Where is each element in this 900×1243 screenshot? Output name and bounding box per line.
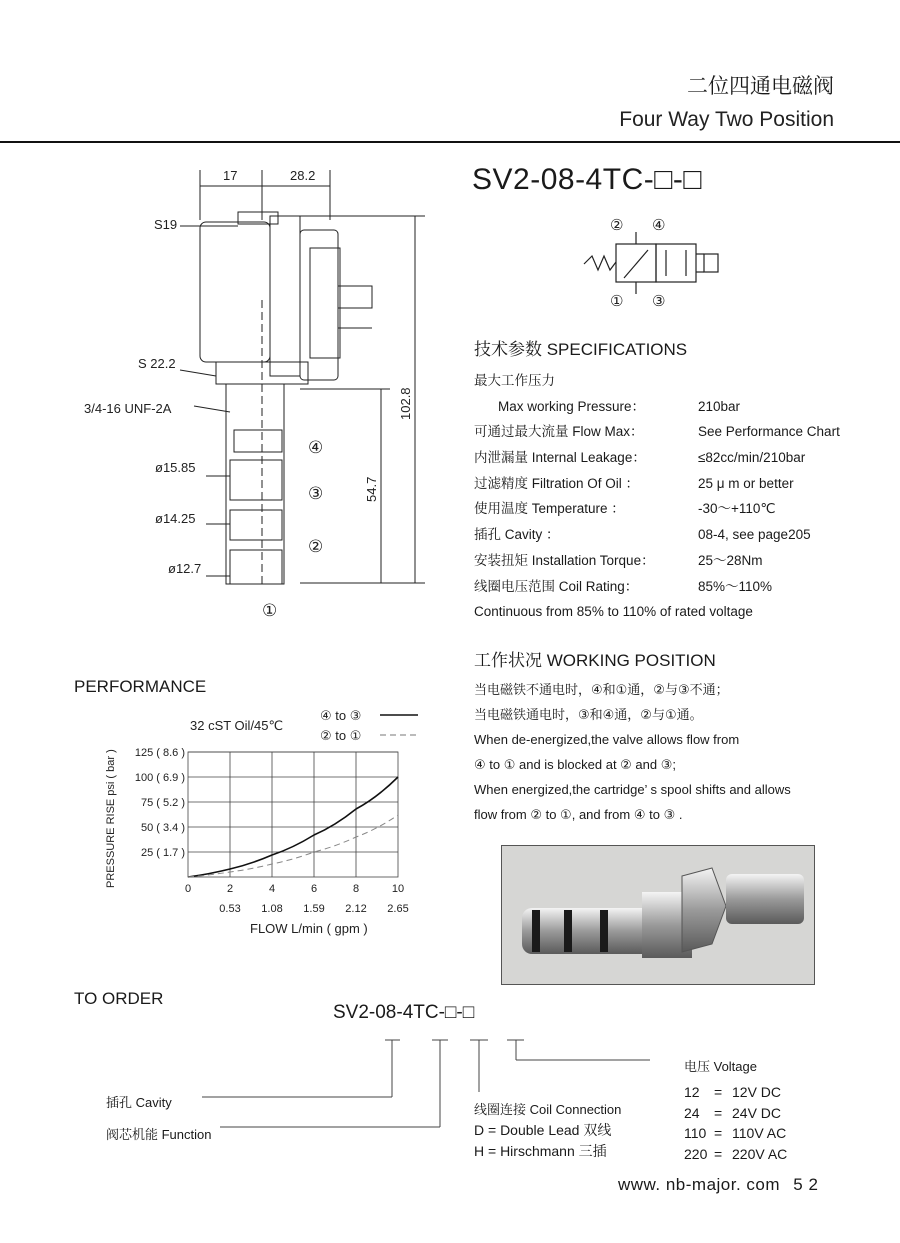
spring-icon <box>584 256 616 270</box>
header-divider <box>0 141 900 143</box>
x-tick-label-gpm: 1.59 <box>303 903 325 915</box>
solenoid-icon <box>704 254 718 272</box>
x-tick-label: 8 <box>352 883 360 895</box>
chart-xlabel: FLOW L/min ( gpm ) <box>250 921 368 936</box>
spec-row: 过滤精度 Filtration Of Oil ： 25 μ m or better <box>474 475 794 491</box>
specs-title: 技术参数 SPECIFICATIONS <box>474 340 688 359</box>
chart-oil-label: 32 cST Oil/45℃ <box>190 718 284 733</box>
y-tick-label: 125 ( 8.6 ) <box>134 747 185 759</box>
order-coil-title: 线圈连接 Coil Connection <box>474 1102 622 1117</box>
symbol-port-3: ③ <box>652 293 666 310</box>
spec-row: 安装扭矩 Installation Torque： 25～28Nm <box>474 552 763 568</box>
x-tick-label: 2 <box>226 883 234 895</box>
symbol-port-2: ② <box>610 217 624 234</box>
spec-row: 内泄漏量 Internal Leakage： ≤82cc/min/210bar <box>474 450 806 466</box>
y-tick-label: 75 ( 5.2 ) <box>140 797 185 809</box>
order-function: 阀芯机能 Function <box>106 1127 212 1142</box>
label-s19: S19 <box>154 217 178 232</box>
x-tick-label-gpm: 1.08 <box>261 903 283 915</box>
y-tick-label: 100 ( 6.9 ) <box>134 772 185 784</box>
dim-102-8: 102.8 <box>398 387 413 420</box>
y-tick-label: 50 ( 3.4 ) <box>140 822 185 834</box>
working-line: flow from ② to ①, and from ④ to ③ . <box>474 807 683 822</box>
spec-row: 最大工作压力 <box>474 373 555 388</box>
order-title: TO ORDER <box>74 989 164 1008</box>
working-text <box>474 677 791 827</box>
dim-28-2: 28.2 <box>290 168 316 183</box>
spec-row: 可通过最大流量 Flow Max： See Performance Chart <box>474 424 840 440</box>
chart-ylabel: PRESSURE RISE psi ( bar ) <box>105 749 117 888</box>
hydraulic-symbol <box>580 214 730 310</box>
symbol-port-1: ① <box>610 293 624 310</box>
port-3: ③ <box>308 484 324 503</box>
x-tick-label-gpm: 2.65 <box>387 903 409 915</box>
coil-option: H = Hirschmann 三插 <box>474 1143 607 1159</box>
page-number: 5 2 <box>793 1175 819 1194</box>
y-tick-label: 25 ( 1.7 ) <box>140 847 185 859</box>
model-code: SV2-08-4TC-□-□ <box>472 163 702 196</box>
working-line: 当电磁铁通电时，③和④通，②与①通。 <box>474 707 703 722</box>
order-model: SV2-08-4TC-□-□ <box>333 1002 475 1023</box>
footer <box>618 1175 818 1195</box>
cartridge-image <box>502 846 814 984</box>
x-tick-label: 0 <box>184 883 192 895</box>
label-d1: ø15.85 <box>155 460 196 475</box>
dim-17: 17 <box>223 168 238 183</box>
working-title: 工作状况 WORKING POSITION <box>474 651 716 670</box>
spec-row: 线圈电压范围 Coil Rating： 85%～110% <box>474 578 773 594</box>
header-title-en: Four Way Two Position <box>619 108 834 131</box>
x-tick-label: 6 <box>310 883 318 895</box>
valve-drawing <box>70 160 430 630</box>
legend-label-0: ④ to ③ <box>320 708 362 723</box>
working-line: ④ to ① and is blocked at ② and ③; <box>474 757 676 772</box>
port-1: ① <box>262 601 278 620</box>
voltage-list <box>684 1082 787 1164</box>
label-d3: ø12.7 <box>168 561 202 576</box>
spec-row: Max working Pressure： 210bar <box>498 398 741 414</box>
spec-note: Continuous from 85% to 110% of rated voltage <box>474 604 753 620</box>
legend-label-1: ② to ① <box>320 728 362 743</box>
x-tick-label: 10 <box>391 883 405 895</box>
voltage-item: 24 = 24V DC <box>684 1104 782 1121</box>
symbol-port-4: ④ <box>652 217 666 234</box>
label-d2: ø14.25 <box>155 511 196 526</box>
spec-row: 使用温度 Temperature ： -30～+110℃ <box>474 501 776 517</box>
performance-title: PERFORMANCE <box>74 677 207 696</box>
label-s22-2: S 22.2 <box>138 356 176 371</box>
product-photo <box>501 845 815 985</box>
spec-row: 插孔 Cavity ： 08-4, see page205 <box>474 527 811 543</box>
performance-chart <box>100 700 430 940</box>
header-title-cn: 二位四通电磁阀 <box>687 75 834 98</box>
footer-url[interactable]: www. nb-major. com <box>618 1175 781 1194</box>
x-tick-label: 4 <box>268 883 276 895</box>
dim-54-7: 54.7 <box>364 476 379 502</box>
voltage-item: 110 = 110V AC <box>684 1125 787 1141</box>
port-2: ② <box>308 537 324 556</box>
port-4: ④ <box>308 438 324 457</box>
chart-frame <box>188 752 398 877</box>
working-line: When de-energized,the valve allows flow from <box>474 732 740 747</box>
order-cavity: 插孔 Cavity <box>106 1095 172 1110</box>
voltage-item: 12 = 12V DC <box>684 1084 782 1100</box>
working-line: 当电磁铁不通电时，④和①通，②与③不通； <box>474 682 729 697</box>
order-voltage-title: 电压 Voltage <box>684 1059 757 1074</box>
label-thread: 3/4-16 UNF-2A <box>84 401 172 416</box>
x-tick-label-gpm: 0.53 <box>219 903 241 915</box>
specs-table <box>474 368 894 625</box>
working-line: When energized,the cartridge’ s spool shifts and allows <box>474 782 791 797</box>
x-tick-label-gpm: 2.12 <box>345 903 367 915</box>
coil-option: D = Double Lead 双线 <box>474 1122 612 1138</box>
order-coil-options <box>474 1120 611 1162</box>
voltage-item: 220 = 220V AC <box>684 1145 788 1162</box>
